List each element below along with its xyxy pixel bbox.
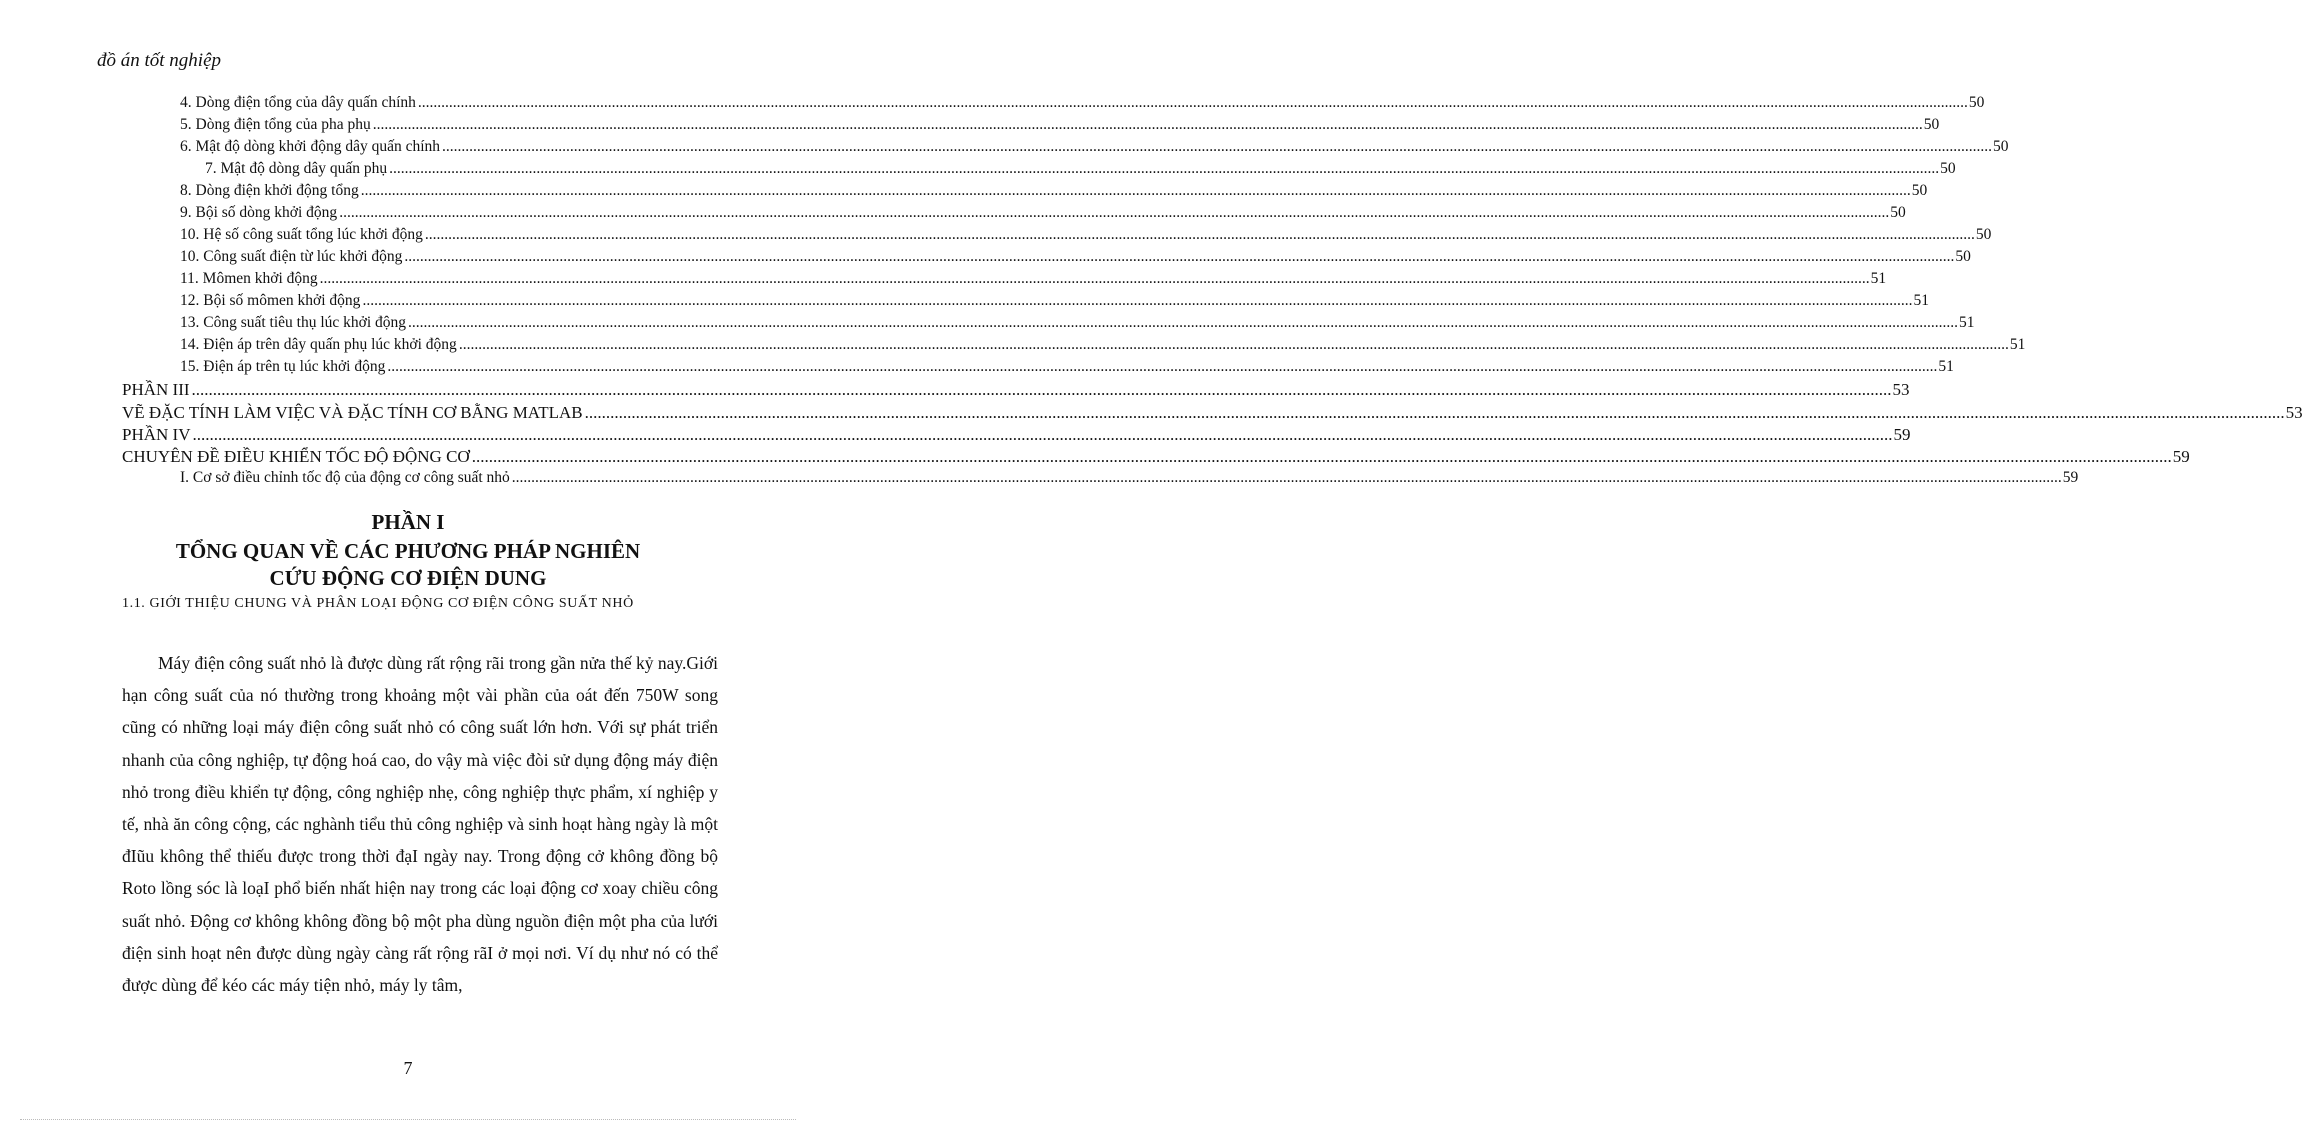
toc-entry-label: 10. Hệ số công suất tổng lúc khởi động bbox=[180, 226, 423, 243]
body-text bbox=[122, 647, 718, 1001]
document-header: đồ án tốt nghiệp bbox=[97, 50, 222, 71]
toc-entry-label: 12. Bội số mômen khởi động bbox=[180, 292, 361, 309]
toc-entry-label: 8. Dòng điện khởi động tổng bbox=[180, 182, 359, 199]
toc-entry-label: I. Cơ sở điều chỉnh tốc độ của động cơ công suất nhỏ bbox=[180, 469, 510, 486]
toc-dot-leader: ................................................................................................................................................................................................................................................................................................................................................................................................................ bbox=[389, 160, 1940, 177]
toc-entry-label: 7. Mật độ dòng dây quấn phụ bbox=[205, 160, 388, 177]
toc-entry bbox=[180, 226, 1992, 248]
body-paragraph: Máy điện công suất nhỏ là được dùng rất rộng rãi trong gần nửa thế kỷ nay.Giới hạn công suất của nó thường trong khoảng một vài phần của oát đến 750W song cũng có những loại máy điện công suất nhỏ có công suất lớn hơn. Với sự phát triển nhanh của công nghiệp, tự động hoá cao, do vậy mà việc đòi sử dụng động máy điện nhỏ trong điều khiển tự động, công nghiệp nhẹ, công nghiệp thực phẩm, xí nghiệp y tế, nhà ăn công cộng, các nghành tiểu thủ công nghiệp và sinh hoạt hàng ngày là một đIũu không thể thiếu được trong thời đạI ngày nay. Trong động cở không đồng bộ Roto lồng sóc là loạI phổ biến nhất hiện nay trong các loại động cơ xoay chiều công suất nhỏ. Động cơ không không đồng bộ một pha dùng nguồn điện một pha của lưới điện sinh hoạt nên được dùng ngày càng rất rộng rãI ở mọi nơi. Ví dụ như nó có thể được dùng để kéo các máy tiện nhỏ, máy ly tâm, bbox=[122, 653, 718, 996]
toc-entry bbox=[180, 248, 1971, 270]
toc-dot-leader: ................................................................................................................................................................................................................................................................................................................................................................................................................ bbox=[339, 204, 1890, 221]
toc-entry-page: 59 bbox=[2172, 447, 2190, 466]
toc-entry-label: CHUYÊN ĐỀ ĐIỀU KHIỂN TỐC ĐỘ ĐỘNG CƠ bbox=[122, 447, 470, 466]
toc-entry bbox=[180, 336, 2026, 358]
toc-entry-label: VẼ ĐẶC TÍNH LÀM VIỆC VÀ ĐẶC TÍNH CƠ BẰNG MATLAB bbox=[122, 403, 583, 422]
toc-entry bbox=[180, 358, 1954, 380]
chapter-part-title: PHẦN I bbox=[371, 510, 445, 534]
toc-entry bbox=[122, 447, 2190, 469]
toc-entry bbox=[122, 380, 1910, 402]
chapter-title-line-2: CỨU ĐỘNG CƠ ĐIỆN DUNG bbox=[269, 566, 547, 590]
toc-dot-leader: ................................................................................................................................................................................................................................................................................................................................................................................................................ bbox=[408, 314, 1959, 331]
toc-dot-leader: ................................................................................................................................................................................................................................................................................................................................................................................................................ bbox=[387, 358, 1938, 375]
toc-entry-label: 10. Công suất điện từ lúc khởi động bbox=[180, 248, 403, 265]
toc-entry bbox=[122, 403, 2303, 425]
toc-dot-leader: ................................................................................................................................................................................................................................................................................................................................................................................................................ bbox=[362, 292, 1913, 309]
toc-entry bbox=[122, 425, 1911, 447]
toc-entry-page: 51 bbox=[1938, 358, 1954, 375]
toc-dot-leader: ................................................................................................................................................................................................................................................................................................................................................................................................................ bbox=[584, 403, 2285, 422]
toc-entry bbox=[180, 116, 1940, 138]
toc-dot-leader: ................................................................................................................................................................................................................................................................................................................................................................................................................ bbox=[424, 226, 1975, 243]
toc-entry-page: 50 bbox=[1955, 248, 1971, 265]
toc-dot-leader: ................................................................................................................................................................................................................................................................................................................................................................................................................ bbox=[458, 336, 2009, 353]
toc-entry-page: 59 bbox=[1893, 425, 1911, 444]
toc-entry-label: 15. Điện áp trên tụ lúc khởi động bbox=[180, 358, 386, 375]
toc-entry bbox=[180, 94, 1985, 116]
toc-entry-page: 50 bbox=[1975, 226, 1992, 243]
toc-entry-label: 13. Công suất tiêu thụ lúc khởi động bbox=[180, 314, 407, 331]
toc-entry-page: 50 bbox=[1890, 204, 1906, 221]
toc-dot-leader: ................................................................................................................................................................................................................................................................................................................................................................................................................ bbox=[372, 116, 1923, 133]
toc-entry-page: 50 bbox=[1968, 94, 1985, 111]
toc-dot-leader: ................................................................................................................................................................................................................................................................................................................................................................................................................ bbox=[319, 270, 1870, 287]
toc-entry-page: 53 bbox=[2285, 403, 2303, 422]
toc-entry-label: 14. Điện áp trên dây quấn phụ lúc khởi động bbox=[180, 336, 457, 353]
toc-dot-leader: ................................................................................................................................................................................................................................................................................................................................................................................................................ bbox=[442, 138, 1993, 155]
toc-entry-label: 6. Mật độ dòng khởi động dây quấn chính bbox=[180, 138, 441, 155]
toc-entry-label: PHẦN III bbox=[122, 380, 190, 399]
toc-dot-leader: ................................................................................................................................................................................................................................................................................................................................................................................................................ bbox=[191, 380, 1892, 399]
toc-entry-label: 4. Dòng điện tổng của dây quấn chính bbox=[180, 94, 416, 111]
toc-entry bbox=[180, 138, 2009, 160]
toc-entry-label: 9. Bội số dòng khởi động bbox=[180, 204, 338, 221]
toc-entry-page: 50 bbox=[1993, 138, 2009, 155]
toc-dot-leader: ................................................................................................................................................................................................................................................................................................................................................................................................................ bbox=[471, 447, 2172, 466]
toc-entry-page: 51 bbox=[1959, 314, 1975, 331]
toc-entry-page: 51 bbox=[1870, 270, 1887, 287]
toc-entry-label: 5. Dòng điện tổng của pha phụ bbox=[180, 116, 371, 133]
toc-entry-page: 51 bbox=[2009, 336, 2026, 353]
toc-entry bbox=[205, 160, 1956, 182]
toc-entry-page: 50 bbox=[1911, 182, 1928, 199]
toc-entry bbox=[180, 314, 1975, 336]
toc-entry bbox=[180, 182, 1928, 204]
toc-entry-page: 51 bbox=[1913, 292, 1929, 309]
toc-dot-leader: ................................................................................................................................................................................................................................................................................................................................................................................................................ bbox=[511, 469, 2062, 486]
page-number: 7 bbox=[403, 1058, 413, 1078]
toc-entry bbox=[180, 469, 2079, 491]
page-bottom-rule bbox=[20, 1119, 796, 1120]
chapter-title-line-1: TỔNG QUAN VỀ CÁC PHƯƠNG PHÁP NGHIÊN bbox=[175, 539, 641, 563]
toc-entry bbox=[180, 204, 1906, 226]
toc-entry bbox=[180, 292, 1929, 314]
toc-entry-page: 50 bbox=[1923, 116, 1940, 133]
toc-entry-page: 53 bbox=[1892, 380, 1910, 399]
toc-dot-leader: ................................................................................................................................................................................................................................................................................................................................................................................................................ bbox=[404, 248, 1955, 265]
toc-entry-page: 50 bbox=[1940, 160, 1956, 177]
toc-entry-label: 11. Mômen khởi động bbox=[180, 270, 318, 287]
toc-dot-leader: ................................................................................................................................................................................................................................................................................................................................................................................................................ bbox=[417, 94, 1968, 111]
toc-dot-leader: ................................................................................................................................................................................................................................................................................................................................................................................................................ bbox=[192, 425, 1893, 444]
section-heading: 1.1. GIỚI THIỆU CHUNG VÀ PHÂN LOẠI ĐỘNG CƠ ĐIỆN CÔNG SUẤT NHỎ bbox=[122, 596, 634, 611]
toc-entry-label: PHẦN IV bbox=[122, 425, 191, 444]
toc-entry bbox=[180, 270, 1887, 292]
toc-dot-leader: ................................................................................................................................................................................................................................................................................................................................................................................................................ bbox=[360, 182, 1911, 199]
toc-entry-page: 59 bbox=[2062, 469, 2079, 486]
